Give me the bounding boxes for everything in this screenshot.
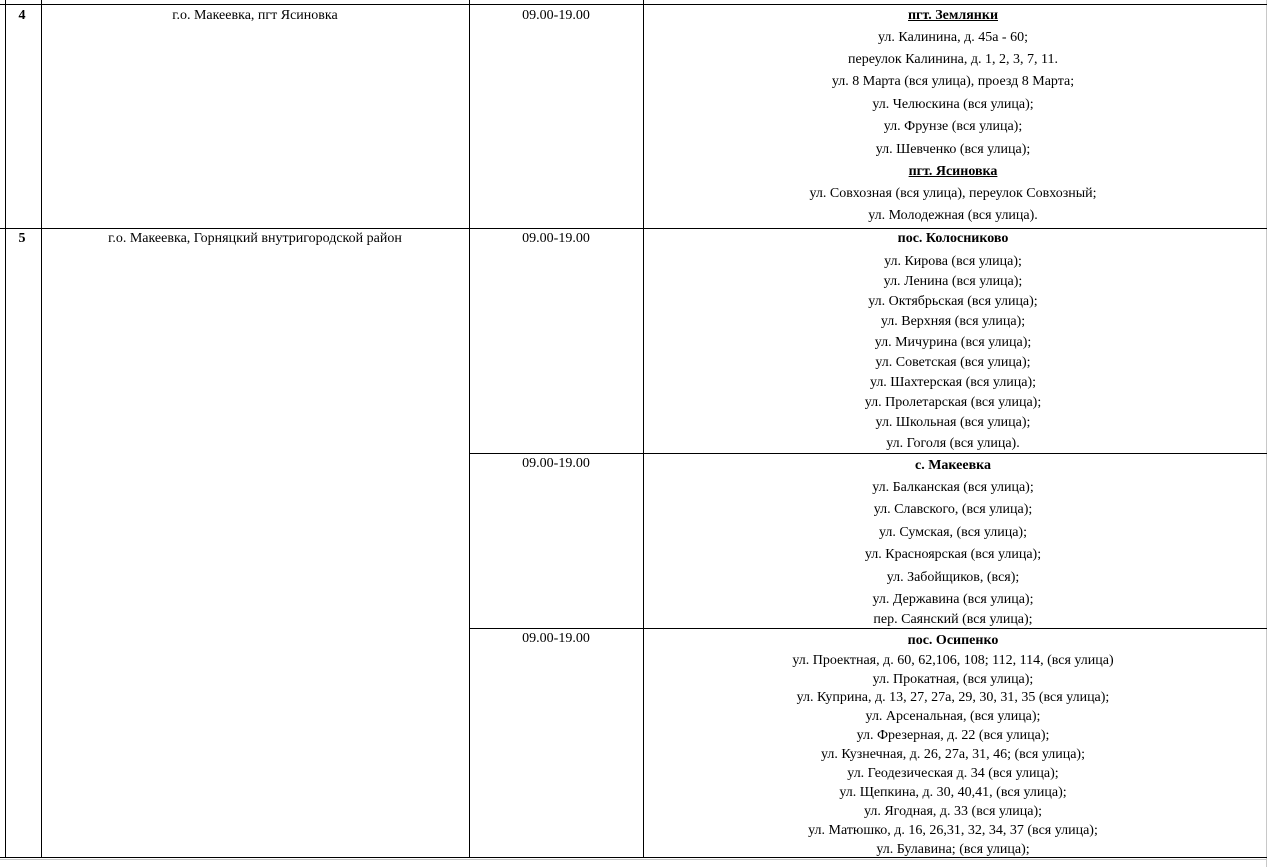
address-line: ул. Щепкина, д. 30, 40,41, (вся улица); bbox=[839, 785, 1067, 800]
table-border bbox=[0, 4, 1267, 5]
address-line: ул. Гоголя (вся улица). bbox=[886, 436, 1020, 451]
address-line: ул. Шахтерская (вся улица); bbox=[869, 375, 1037, 390]
address-line: ул. Верхняя (вся улица); bbox=[880, 314, 1026, 329]
column-divider bbox=[5, 0, 6, 858]
address-line: ул. Прокатная, (вся улица); bbox=[872, 672, 1034, 687]
address-line: ул. Фрунзе (вся улица); bbox=[883, 119, 1023, 134]
address-line: ул. Октябрьская (вся улица); bbox=[868, 294, 1038, 309]
block-divider bbox=[469, 628, 1267, 629]
block-divider bbox=[469, 453, 1267, 454]
address-line: ул. Молодежная (вся улица). bbox=[868, 208, 1038, 223]
settlement-heading: с. Макеевка bbox=[915, 458, 991, 473]
address-line: ул. Славского, (вся улица); bbox=[873, 502, 1033, 517]
address-line: ул. Шевченко (вся улица); bbox=[875, 142, 1031, 157]
address-line: ул. Фрезерная, д. 22 (вся улица); bbox=[856, 728, 1050, 743]
row-number: 4 bbox=[18, 8, 26, 23]
address-line: ул. Балканская (вся улица); bbox=[872, 480, 1034, 495]
address-line: ул. Совхозная (вся улица), переулок Совхозный; bbox=[809, 186, 1097, 201]
address-line: ул. Проектная, д. 60, 62,106, 108; 112, 114, (вся улица) bbox=[792, 653, 1114, 668]
address-line: ул. Ленина (вся улица); bbox=[883, 274, 1023, 289]
address-line: ул. Арсенальная, (вся улица); bbox=[865, 709, 1041, 724]
address-line: ул. Школьная (вся улица); bbox=[875, 415, 1031, 430]
row-number: 5 bbox=[18, 231, 26, 246]
settlement-heading: пос. Колосниково bbox=[897, 231, 1009, 246]
locality-cell: г.о. Макеевка, Горняцкий внутригородской район bbox=[108, 231, 402, 246]
column-divider bbox=[643, 0, 644, 858]
address-line: ул. Красноярская (вся улица); bbox=[864, 547, 1042, 562]
row-divider bbox=[0, 228, 1267, 229]
column-divider bbox=[41, 0, 42, 858]
address-line: ул. Челюскина (вся улица); bbox=[872, 97, 1034, 112]
address-line: ул. Кузнечная, д. 26, 27а, 31, 46; (вся улица); bbox=[821, 747, 1085, 762]
settlement-heading: пгт. Землянки bbox=[907, 8, 999, 23]
address-line: пер. Саянский (вся улица); bbox=[873, 612, 1033, 627]
settlement-heading: пос. Осипенко bbox=[907, 633, 999, 648]
time-cell: 09.00-19.00 bbox=[522, 8, 590, 23]
settlement-heading: пгт. Ясиновка bbox=[908, 164, 998, 179]
column-divider bbox=[469, 0, 470, 858]
address-line: ул. Куприна, д. 13, 27, 27а, 29, 30, 31, 35 (вся улица); bbox=[796, 690, 1110, 705]
address-line: ул. Державина (вся улица); bbox=[872, 592, 1034, 607]
address-line: ул. Матюшко, д. 16, 26,31, 32, 34, 37 (вся улица); bbox=[808, 823, 1098, 838]
address-line: ул. Калинина, д. 45а - 60; bbox=[878, 30, 1028, 45]
address-line: ул. Ягодная, д. 33 (вся улица); bbox=[863, 804, 1043, 819]
time-cell: 09.00-19.00 bbox=[522, 456, 590, 471]
address-line: ул. Забойщиков, (вся); bbox=[886, 570, 1020, 585]
time-cell: 09.00-19.00 bbox=[522, 231, 590, 246]
address-line: ул. Булавина; (вся улица); bbox=[876, 842, 1030, 857]
address-line: ул. Сумская, (вся улица); bbox=[879, 525, 1027, 540]
locality-cell: г.о. Макеевка, пгт Ясиновка bbox=[172, 8, 338, 23]
table-border bbox=[0, 857, 1267, 858]
gridline bbox=[0, 859, 1267, 860]
address-line: ул. Советская (вся улица); bbox=[875, 355, 1031, 370]
time-cell: 09.00-19.00 bbox=[522, 631, 590, 646]
address-line: ул. 8 Марта (вся улица), проезд 8 Марта; bbox=[831, 74, 1075, 89]
address-line: ул. Кирова (вся улица); bbox=[884, 254, 1022, 269]
address-line: ул. Геодезическая д. 34 (вся улица); bbox=[847, 766, 1059, 781]
address-line: ул. Пролетарская (вся улица); bbox=[864, 395, 1042, 410]
address-line: переулок Калинина, д. 1, 2, 3, 7, 11. bbox=[847, 52, 1059, 67]
address-line: ул. Мичурина (вся улица); bbox=[874, 335, 1032, 350]
